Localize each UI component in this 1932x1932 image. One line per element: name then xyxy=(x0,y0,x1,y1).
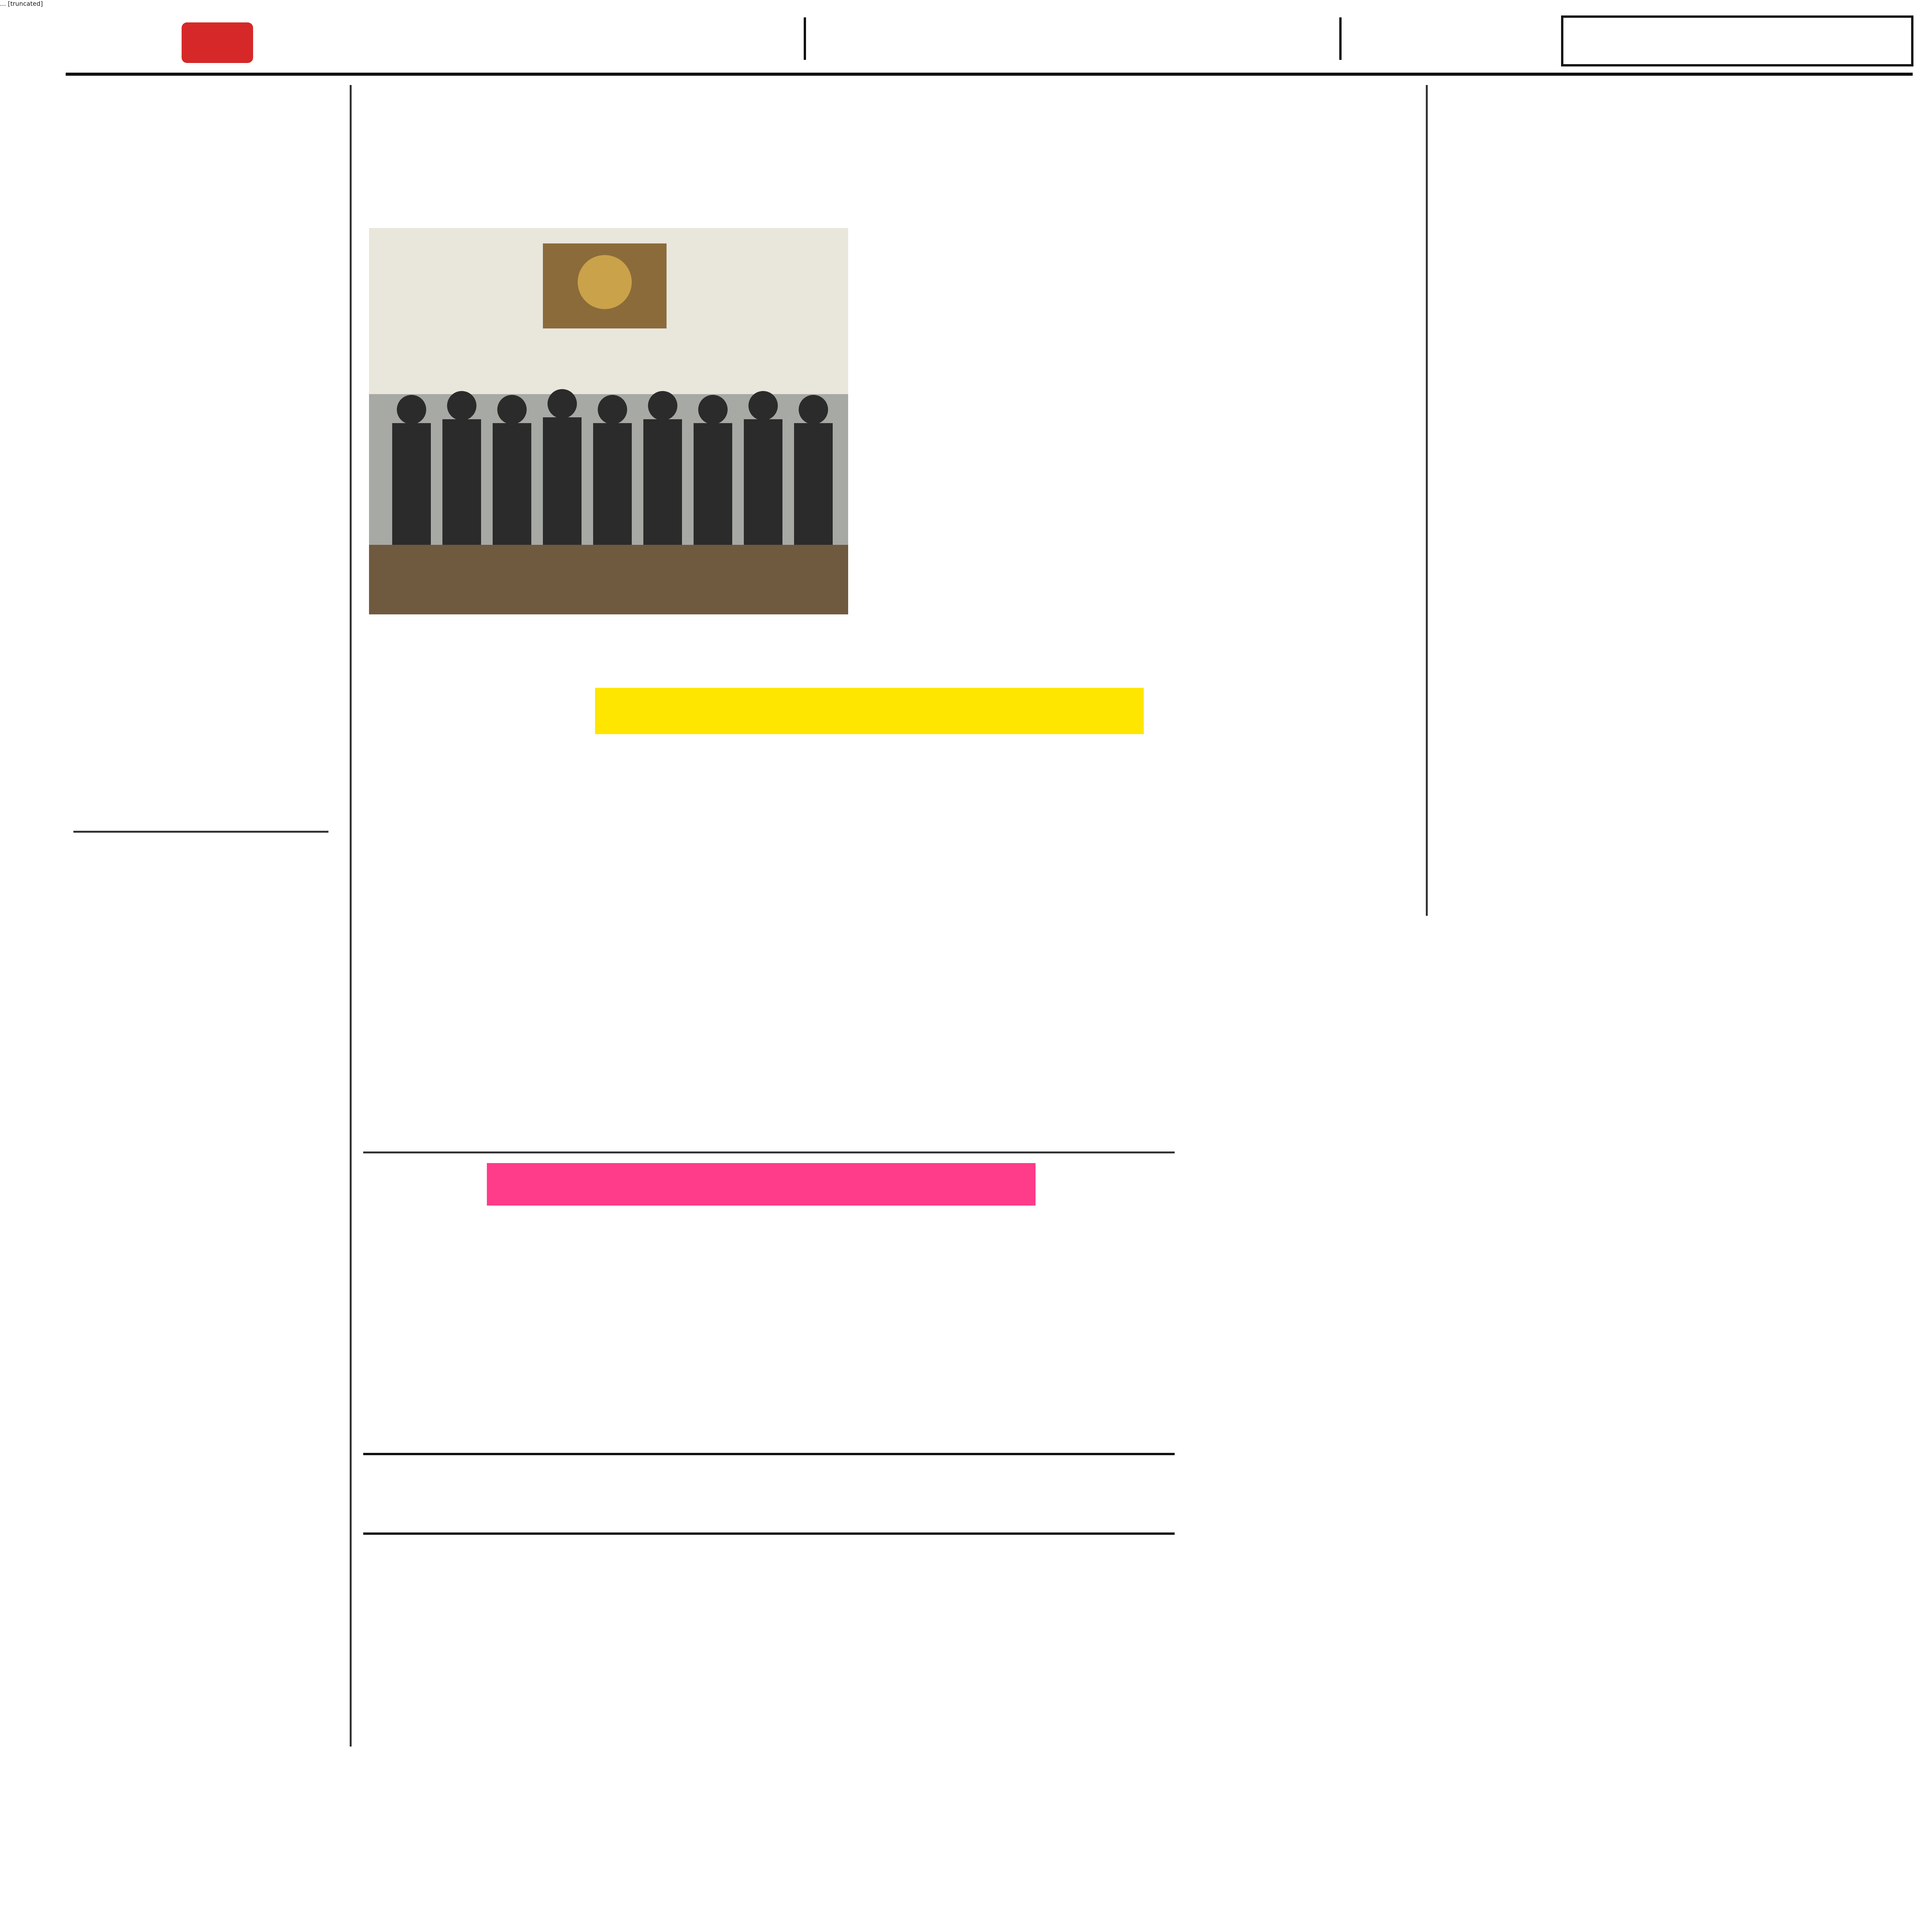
lead-photo xyxy=(369,228,848,614)
right-top-story xyxy=(1437,85,1913,916)
reliance-frame xyxy=(363,1453,1175,1535)
logo xyxy=(124,19,363,66)
lead-photo-image xyxy=(369,228,848,614)
left-story-1 xyxy=(66,85,336,858)
lead-right-rule xyxy=(1426,85,1428,916)
masthead-rule xyxy=(66,73,1913,76)
left-divider xyxy=(73,831,328,833)
school-tag xyxy=(487,1163,1036,1206)
left-col-rule xyxy=(350,85,352,1747)
kiln-body xyxy=(363,900,1175,1144)
masthead-date xyxy=(804,17,1342,60)
kiln-tag xyxy=(595,688,1144,734)
right-top-body xyxy=(1437,97,1913,753)
mid-divider xyxy=(363,1151,1175,1153)
page-number xyxy=(66,12,116,70)
left-story-2 xyxy=(66,885,336,1696)
logo-text xyxy=(124,19,363,66)
magazine-body xyxy=(363,1279,1175,1445)
section-label xyxy=(1561,15,1913,66)
lead-body xyxy=(862,232,1414,746)
